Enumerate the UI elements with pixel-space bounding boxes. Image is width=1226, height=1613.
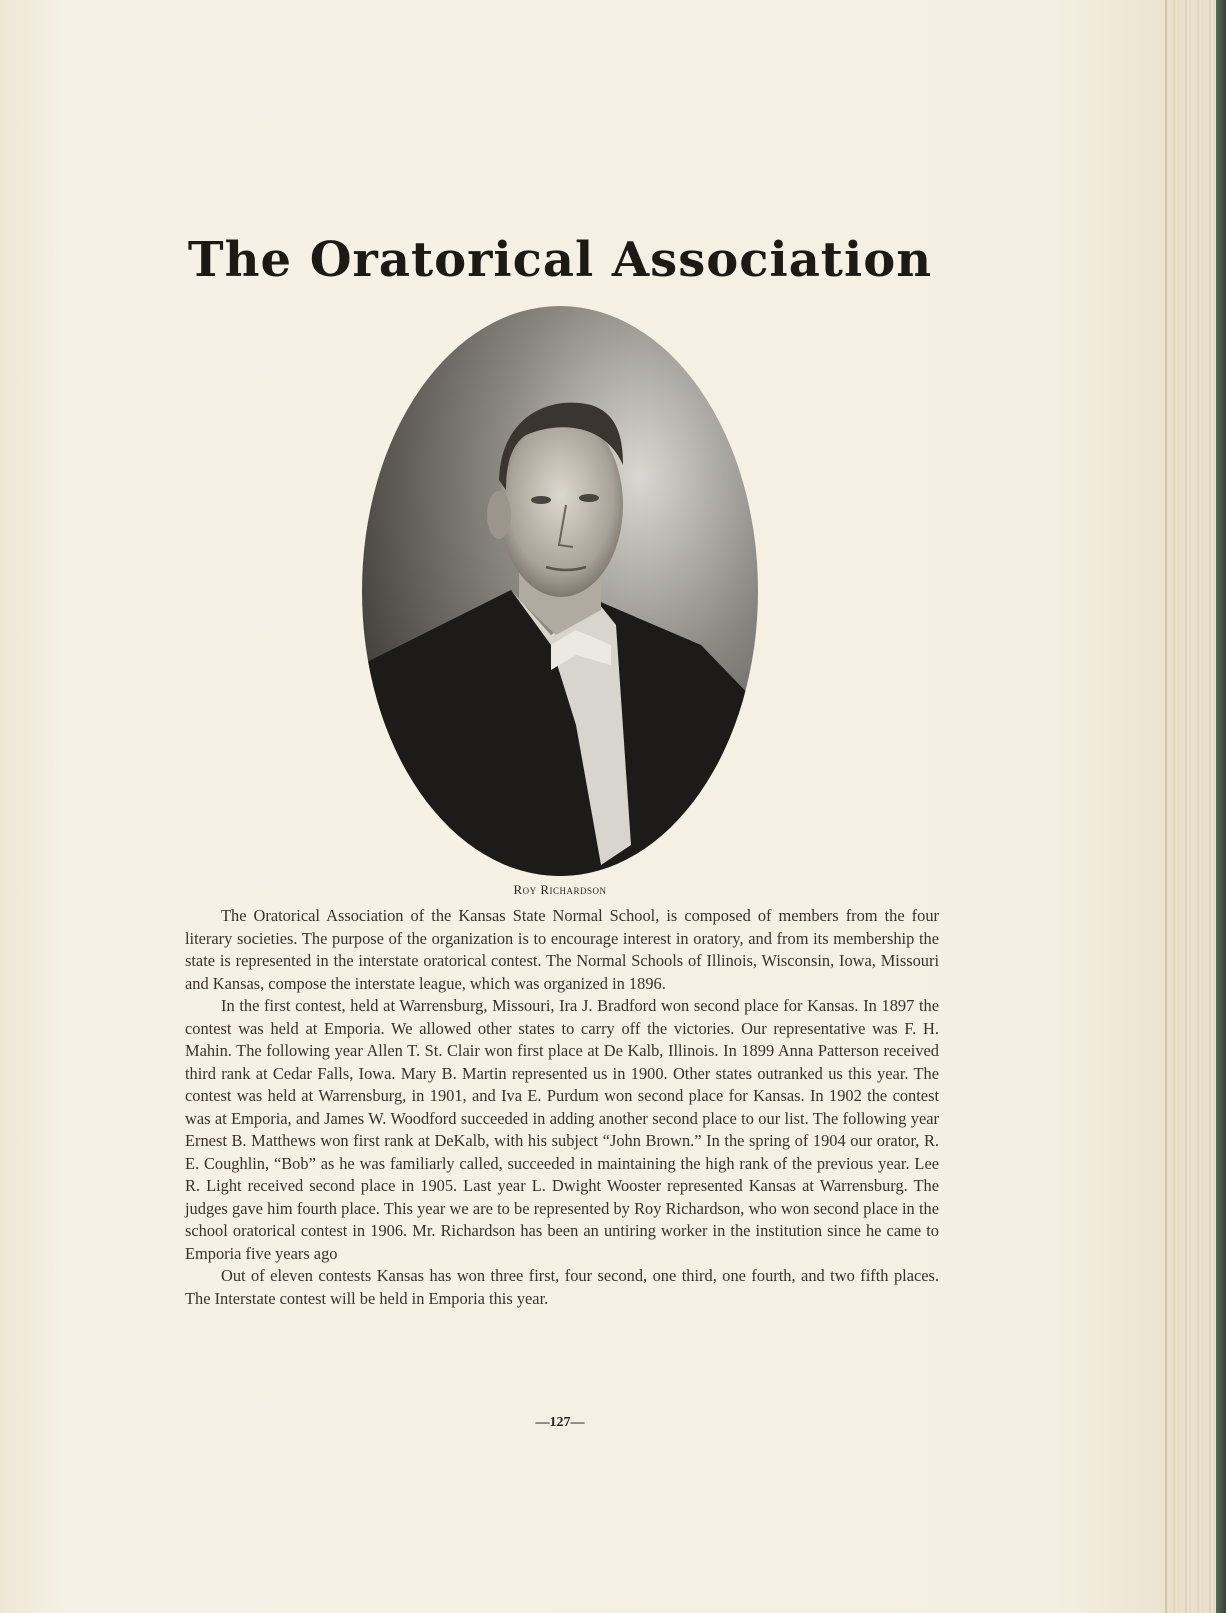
page-number: —127— xyxy=(535,1415,585,1430)
book-cover-edge xyxy=(1216,0,1226,1613)
portrait-photo xyxy=(361,305,759,877)
paragraph: In the first contest, held at Warrensburg, Missouri, Ira J. Bradford won second place for Kansas. In 1897 the contest was held at Emporia. We allowed other states to carry off the victories. Our representative was F. H. Mahin. The following year Allen T. St. Clair won first place at De Kalb, Illinois. In 1899 Anna Patterson received third rank at Cedar Falls, Iowa. Mary B. Martin represented us in 1900. Other states outranked us this year. The contest was held at Warrensburg, in 1901, and Iva E. Purdum won second place for Kansas. In 1902 the contest was at Emporia, and James W. Woodford succeeded in adding another second place to our list. The following year Ernest B. Matthews won first rank at DeKalb, with his subject “John Brown.” In the spring of 1904 our orator, R. E. Coughlin, “Bob” as he was familiarly called, succeeded in maintaining the high rank of the previous year. Lee R. Light received second place in 1905. Last year L. Dwight Wooster represented Kansas at Warrensburg. The judges gave him fourth place. This year we are to be represented by Roy Richardson, who won second place in the school oratorical contest in 1906. Mr. Richardson has been an untiring worker in the institution since he came to Emporia five years ago xyxy=(185,996,939,1263)
paragraph: Out of eleven contests Kansas has won three first, four second, one third, one fourth, and two fifth places. The Interstate contest will be held in Emporia this year. xyxy=(185,1266,939,1308)
paragraph: The Oratorical Association of the Kansas State Normal School, is composed of members from the four literary societies. The purpose of the organization is to encourage interest in oratory, and from its membership the state is represented in the interstate oratorical contest. The Normal Schools of Illinois, Wisconsin, Iowa, Missouri and Kansas, compose the interstate league, which was organized in 1896. xyxy=(185,906,939,993)
page-title: The Oratorical Association xyxy=(187,232,933,288)
article-body xyxy=(185,905,939,1310)
page-edges xyxy=(1165,0,1226,1613)
portrait-caption: Roy Richardson xyxy=(513,882,607,897)
